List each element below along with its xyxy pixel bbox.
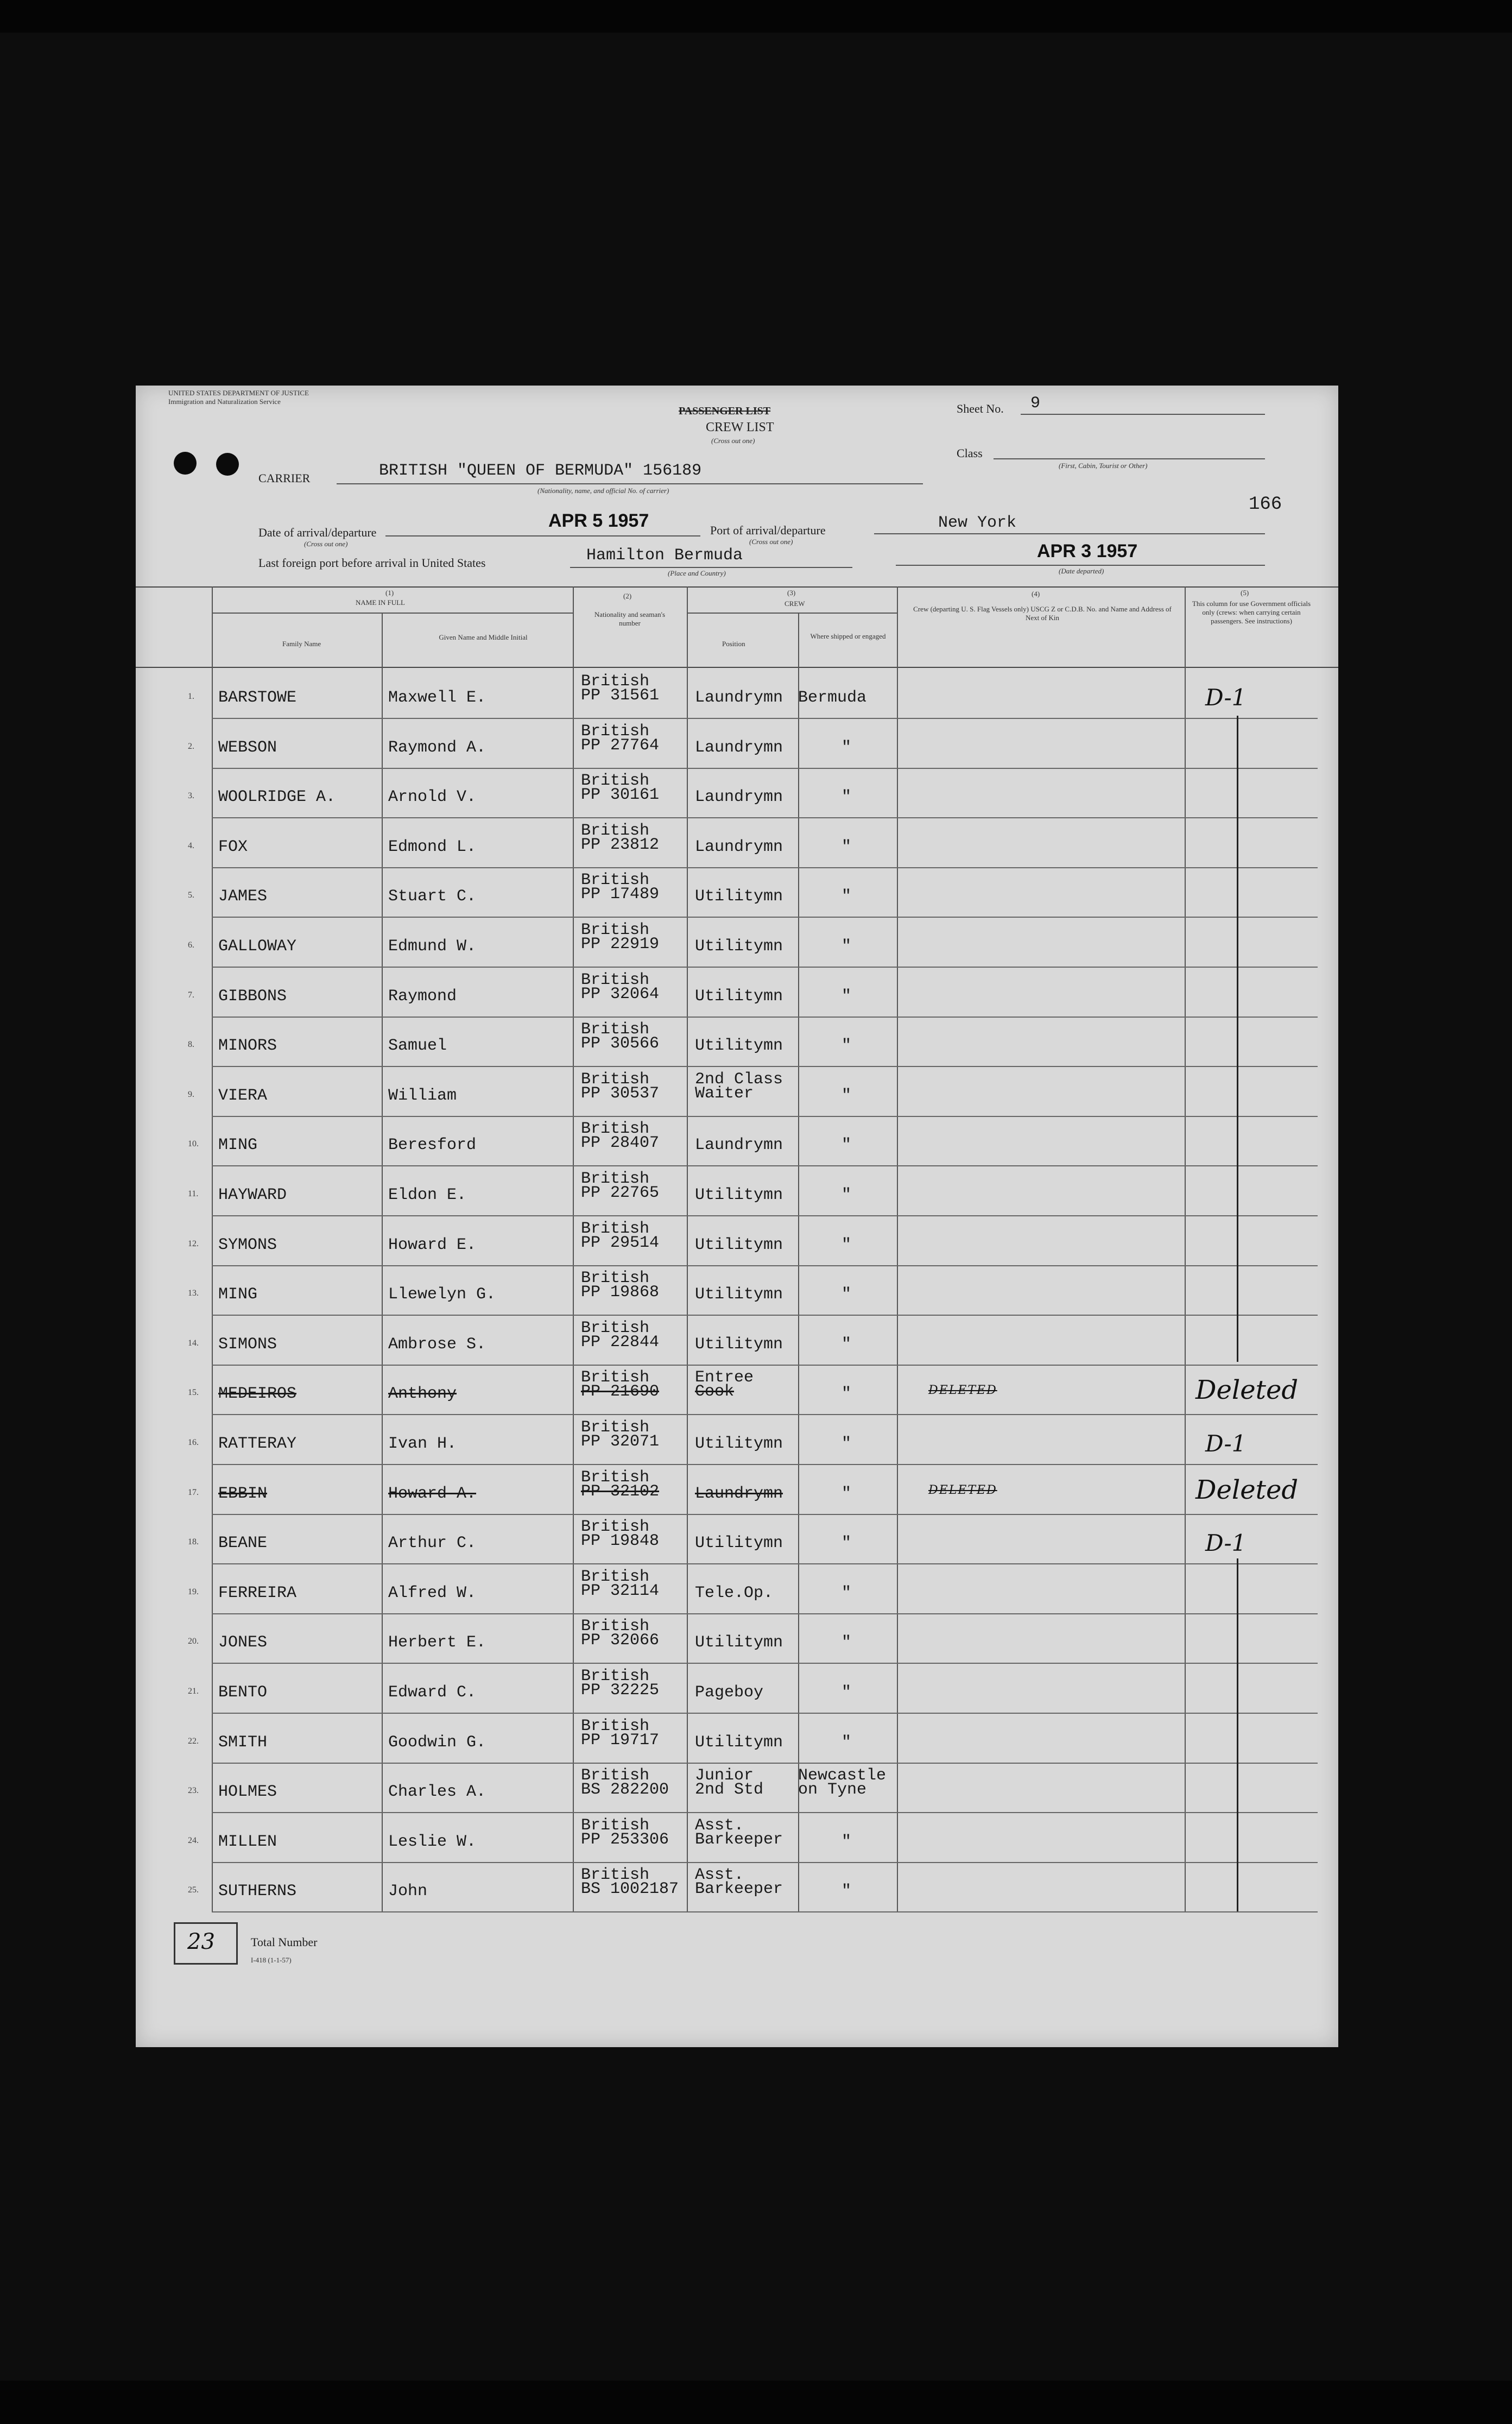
- given-name: Stuart C.: [388, 887, 477, 906]
- row-number: 6.: [188, 940, 194, 950]
- family-name: SUTHERNS: [218, 1882, 297, 1901]
- last-port-note: (Place and Country): [668, 569, 726, 577]
- position: Utilitymn: [695, 1285, 783, 1304]
- position-line-2: Cook: [695, 1383, 735, 1402]
- nationality: British: [581, 1120, 650, 1139]
- table-row: [188, 1016, 1318, 1067]
- row-number: 16.: [188, 1438, 199, 1447]
- official-mark: D-1: [1205, 684, 1247, 711]
- given-name: Howard A.: [388, 1484, 477, 1503]
- family-name: GIBBONS: [218, 987, 287, 1006]
- family-name: FERREIRA: [218, 1583, 297, 1602]
- given-name: Raymond A.: [388, 738, 486, 757]
- film-bottom-edge: [0, 2381, 1512, 2424]
- given-name: Howard E.: [388, 1235, 477, 1254]
- seaman-number: PP 27764: [581, 736, 660, 755]
- total-number-label: Total Number: [251, 1935, 318, 1949]
- row-number: 3.: [188, 791, 194, 801]
- where-shipped: ": [842, 1186, 852, 1204]
- carrier-note: (Nationality, name, and official No. of carrier): [537, 487, 669, 495]
- position: Asst.: [695, 1816, 744, 1835]
- where-shipped: ": [842, 937, 852, 956]
- position: Laundrymn: [695, 837, 783, 856]
- where-shipped: ": [842, 788, 852, 807]
- nationality: British: [581, 1617, 650, 1636]
- family-name: MILLEN: [218, 1832, 277, 1851]
- where-shipped: ": [842, 1335, 852, 1354]
- nationality: British: [581, 1667, 650, 1686]
- seaman-number: PP 32225: [581, 1681, 660, 1700]
- nationality: British: [581, 1170, 650, 1188]
- table-row: [188, 1563, 1318, 1614]
- row-number: 8.: [188, 1040, 194, 1050]
- table-row: [188, 1861, 1318, 1912]
- row-number: 20.: [188, 1637, 199, 1646]
- given-name: Raymond: [388, 987, 457, 1006]
- seaman-number: PP 32066: [581, 1631, 660, 1650]
- col3-title: CREW: [785, 599, 805, 608]
- col5-number: (5): [1241, 589, 1249, 597]
- seaman-number: PP 19868: [581, 1283, 660, 1302]
- given-name: Edward C.: [388, 1683, 477, 1702]
- row-number: 5.: [188, 891, 194, 900]
- where-shipped: ": [842, 738, 852, 757]
- nationality: British: [581, 1866, 650, 1885]
- table-row: [188, 1364, 1318, 1415]
- row-number: 11.: [188, 1189, 199, 1198]
- family-name: MEDEIROS: [218, 1385, 297, 1404]
- where-shipped: ": [842, 1235, 852, 1254]
- family-name: SIMONS: [218, 1335, 277, 1354]
- table-row: [188, 1066, 1318, 1117]
- port-value: New York: [938, 514, 1017, 532]
- passenger-list-title-struck: PASSENGER LIST: [679, 405, 771, 417]
- position: Laundrymn: [695, 788, 783, 807]
- family-name: BARSTOWE: [218, 689, 297, 707]
- col1-given-header: Given Name and Middle Initial: [439, 633, 528, 641]
- col4-title: Crew (departing U. S. Flag Vessels only) USCG Z or C.D.B. No. and Name and Address of Next of Kin: [913, 605, 1172, 622]
- seaman-number: PP 23812: [581, 835, 660, 854]
- row-number: 4.: [188, 841, 194, 850]
- row-number: 22.: [188, 1736, 199, 1746]
- col1-family-header: Family Name: [282, 640, 321, 648]
- given-name: Herbert E.: [388, 1633, 486, 1652]
- seaman-number: PP 19848: [581, 1532, 660, 1551]
- given-name: John: [388, 1882, 428, 1901]
- row-number: 9.: [188, 1089, 194, 1099]
- seaman-number: PP 30537: [581, 1084, 660, 1103]
- where-shipped: ": [842, 1583, 852, 1602]
- last-port-label: Last foreign port before arrival in United States: [258, 556, 486, 570]
- total-number-box: [174, 1922, 238, 1965]
- row-number: 24.: [188, 1835, 199, 1845]
- arrival-label: Date of arrival/departure: [258, 526, 377, 539]
- family-name: BEANE: [218, 1534, 268, 1553]
- table-row: [188, 1215, 1318, 1266]
- table-row: [188, 817, 1318, 868]
- row-number: 10.: [188, 1139, 199, 1149]
- family-name: JAMES: [218, 887, 268, 906]
- arrival-date-stamp: APR 5 1957: [548, 510, 649, 531]
- row-number: 21.: [188, 1687, 199, 1696]
- table-row: [188, 1115, 1318, 1166]
- departed-date-stamp: APR 3 1957: [1037, 541, 1138, 561]
- seaman-number: PP 253306: [581, 1830, 669, 1849]
- where-shipped: ": [842, 1484, 852, 1503]
- nationality: British: [581, 1716, 650, 1735]
- row-number: 2.: [188, 741, 194, 751]
- official-mark: Deleted: [1195, 1375, 1299, 1406]
- where-shipped: ": [842, 1534, 852, 1553]
- col5-title: This column for use Government officials only (crews: when carrying certain passengers. See instructions): [1192, 599, 1311, 625]
- col1-title: NAME IN FULL: [356, 598, 405, 607]
- family-name: WEBSON: [218, 738, 277, 757]
- table-row: [188, 1315, 1318, 1366]
- seaman-number: PP 29514: [581, 1233, 660, 1252]
- family-name: FOX: [218, 837, 248, 856]
- seaman-number: PP 22919: [581, 935, 660, 954]
- given-name: Llewelyn G.: [388, 1285, 496, 1304]
- row-number: 18.: [188, 1537, 199, 1547]
- official-mark: Deleted: [1195, 1474, 1299, 1505]
- official-column-line-1: [1237, 716, 1238, 1362]
- where-shipped: ": [842, 1733, 852, 1752]
- where-shipped: ": [842, 887, 852, 906]
- given-name: Ivan H.: [388, 1435, 457, 1453]
- family-name: MING: [218, 1285, 258, 1304]
- nationality: British: [581, 921, 650, 939]
- family-name: EBBIN: [218, 1484, 268, 1503]
- row-number: 15.: [188, 1388, 199, 1398]
- given-name: Edmond L.: [388, 837, 477, 856]
- row-number: 19.: [188, 1587, 199, 1596]
- nationality: British: [581, 672, 650, 691]
- given-name: Anthony: [388, 1385, 457, 1404]
- table-row: [188, 1812, 1318, 1863]
- family-name: SMITH: [218, 1733, 268, 1752]
- given-name: William: [388, 1086, 457, 1105]
- position: Utilitymn: [695, 1235, 783, 1254]
- given-name: Leslie W.: [388, 1832, 477, 1851]
- table-row: [188, 1613, 1318, 1664]
- given-name: Arthur C.: [388, 1534, 477, 1553]
- position-line-2: Barkeeper: [695, 1830, 783, 1849]
- family-name: JONES: [218, 1633, 268, 1652]
- position-line-2: 2nd Std: [695, 1781, 764, 1800]
- row-number: 13.: [188, 1289, 199, 1298]
- nationality: British: [581, 1816, 650, 1835]
- given-name: Charles A.: [388, 1783, 486, 1802]
- total-number-value: 23: [187, 1929, 215, 1954]
- table-row: [188, 1663, 1318, 1714]
- nationality: British: [581, 772, 650, 791]
- nationality: British: [581, 1070, 650, 1089]
- position-line-2: Waiter: [695, 1084, 754, 1103]
- given-name: Arnold V.: [388, 788, 477, 807]
- position: Laundrymn: [695, 1136, 783, 1155]
- where-shipped: ": [842, 1086, 852, 1105]
- official-column-line-2: [1237, 1558, 1238, 1911]
- given-name: Alfred W.: [388, 1583, 477, 1602]
- row-number: 12.: [188, 1239, 199, 1248]
- position: Junior: [695, 1766, 754, 1785]
- seaman-number: PP 31561: [581, 686, 660, 705]
- where-shipped: ": [842, 1882, 852, 1901]
- position: Utilitymn: [695, 1037, 783, 1056]
- family-name: VIERA: [218, 1086, 268, 1105]
- where-shipped-line-2: on Tyne: [798, 1781, 867, 1800]
- where-shipped: Bermuda: [798, 689, 867, 707]
- family-name: BENTO: [218, 1683, 268, 1702]
- table-row: [188, 1762, 1318, 1813]
- seaman-number: PP 19717: [581, 1731, 660, 1750]
- nationality: British: [581, 1020, 650, 1039]
- given-name: Ambrose S.: [388, 1335, 486, 1354]
- seaman-number: PP 30161: [581, 786, 660, 805]
- col2-title: Nationality and seaman's number: [594, 610, 666, 627]
- nationality: British: [581, 1518, 650, 1537]
- table-row: [188, 1464, 1318, 1515]
- position: Utilitymn: [695, 1733, 783, 1752]
- deleted-note: DELETED: [928, 1483, 997, 1497]
- col3-number: (3): [787, 589, 796, 597]
- row-number: 17.: [188, 1487, 199, 1497]
- nationality: British: [581, 1567, 650, 1586]
- table-row: [188, 718, 1318, 769]
- carrier-label: CARRIER: [258, 471, 311, 485]
- punch-hole-2: [216, 453, 239, 476]
- family-name: GALLOWAY: [218, 937, 297, 956]
- position: Asst.: [695, 1866, 744, 1885]
- seaman-number: PP 22844: [581, 1333, 660, 1352]
- seaman-number: PP 32064: [581, 984, 660, 1003]
- family-name: SYMONS: [218, 1235, 277, 1254]
- form-number: I-418 (1-1-57): [251, 1956, 292, 1964]
- given-name: Maxwell E.: [388, 689, 486, 707]
- seaman-number: BS 1002187: [581, 1880, 679, 1899]
- position: Utilitymn: [695, 887, 783, 906]
- official-mark: D-1: [1205, 1530, 1247, 1557]
- given-name: Beresford: [388, 1136, 477, 1155]
- nationality: British: [581, 1269, 650, 1288]
- family-name: RATTERAY: [218, 1435, 297, 1453]
- department-line-2: Immigration and Naturalization Service: [168, 397, 281, 406]
- given-name: Samuel: [388, 1037, 447, 1056]
- nationality: British: [581, 1318, 650, 1337]
- where-shipped: ": [842, 1683, 852, 1702]
- given-name: Goodwin G.: [388, 1733, 486, 1752]
- position: Laundrymn: [695, 1484, 783, 1503]
- table-row: [188, 1265, 1318, 1316]
- sheet-label: Sheet No.: [957, 402, 1004, 415]
- table-row: [188, 867, 1318, 918]
- departed-note: (Date departed): [1059, 567, 1104, 575]
- last-port-value: Hamilton Bermuda: [586, 546, 743, 565]
- crew-rows: [188, 668, 1318, 1911]
- position: Laundrymn: [695, 738, 783, 757]
- col1-number: (1): [385, 589, 394, 597]
- page-number: 166: [1249, 494, 1282, 515]
- where-shipped: ": [842, 1633, 852, 1652]
- row-number: 25.: [188, 1885, 199, 1895]
- family-name: HOLMES: [218, 1783, 277, 1802]
- nationality: British: [581, 871, 650, 890]
- position: Utilitymn: [695, 987, 783, 1006]
- nationality: British: [581, 821, 650, 840]
- position: Entree: [695, 1368, 754, 1387]
- col3-position-header: Position: [722, 640, 745, 648]
- punch-hole-1: [174, 452, 197, 475]
- where-shipped: ": [842, 1435, 852, 1453]
- col4-number: (4): [1032, 590, 1040, 598]
- where-shipped: ": [842, 1285, 852, 1304]
- where-shipped: ": [842, 1385, 852, 1404]
- nationality: British: [581, 1468, 650, 1487]
- position: Utilitymn: [695, 1435, 783, 1453]
- table-row: [188, 967, 1318, 1018]
- port-note: (Cross out one): [749, 538, 793, 546]
- table-row: [188, 668, 1318, 719]
- row-number: 23.: [188, 1786, 199, 1796]
- nationality: British: [581, 1418, 650, 1437]
- seaman-number: PP 21690: [581, 1383, 660, 1402]
- given-name: Edmund W.: [388, 937, 477, 956]
- nationality: British: [581, 970, 650, 989]
- seaman-number: PP 22765: [581, 1184, 660, 1202]
- col2-number: (2): [623, 592, 632, 600]
- table-row: [188, 767, 1318, 818]
- family-name: MING: [218, 1136, 258, 1155]
- official-mark: D-1: [1205, 1430, 1247, 1457]
- where-shipped: ": [842, 987, 852, 1006]
- position: Laundrymn: [695, 689, 783, 707]
- carrier-value: BRITISH "QUEEN OF BERMUDA" 156189: [379, 462, 702, 480]
- seaman-number: PP 17489: [581, 885, 660, 904]
- where-shipped: ": [842, 1037, 852, 1056]
- port-label: Port of arrival/departure: [710, 523, 826, 537]
- family-name: HAYWARD: [218, 1186, 287, 1204]
- col3-where-header: Where shipped or engaged: [810, 632, 886, 640]
- nationality: British: [581, 722, 650, 741]
- given-name: Eldon E.: [388, 1186, 467, 1204]
- table-row: [188, 1165, 1318, 1216]
- crew-list-title: CREW LIST: [706, 420, 774, 434]
- table-row: [188, 1513, 1318, 1564]
- position: Utilitymn: [695, 937, 783, 956]
- class-label: Class: [957, 446, 983, 460]
- seaman-number: PP 30566: [581, 1034, 660, 1053]
- nationality: British: [581, 1368, 650, 1387]
- seaman-number: BS 282200: [581, 1781, 669, 1800]
- deleted-note: DELETED: [928, 1384, 997, 1398]
- position: Utilitymn: [695, 1186, 783, 1204]
- film-top-edge: [0, 0, 1512, 33]
- where-shipped: ": [842, 1136, 852, 1155]
- row-number: 1.: [188, 692, 194, 701]
- family-name: WOOLRIDGE A.: [218, 788, 336, 807]
- position-line-2: Barkeeper: [695, 1880, 783, 1899]
- seaman-number: PP 32071: [581, 1432, 660, 1451]
- family-name: MINORS: [218, 1037, 277, 1056]
- position: 2nd Class: [695, 1070, 783, 1089]
- arrival-note: (Cross out one): [304, 540, 348, 548]
- row-number: 14.: [188, 1338, 199, 1348]
- nationality: British: [581, 1766, 650, 1785]
- table-row: [188, 1414, 1318, 1465]
- position: Utilitymn: [695, 1534, 783, 1553]
- where-shipped: Newcastle: [798, 1766, 887, 1785]
- table-row: [188, 917, 1318, 968]
- crew-list-document: [136, 386, 1338, 2047]
- position: Tele.Op.: [695, 1583, 774, 1602]
- where-shipped: ": [842, 1832, 852, 1851]
- where-shipped: ": [842, 837, 852, 856]
- sheet-number: 9: [1030, 394, 1041, 413]
- department-line-1: UNITED STATES DEPARTMENT OF JUSTICE: [168, 389, 309, 397]
- table-row: [188, 1713, 1318, 1764]
- row-number: 7.: [188, 990, 194, 1000]
- position: Pageboy: [695, 1683, 764, 1702]
- position: Utilitymn: [695, 1633, 783, 1652]
- nationality: British: [581, 1219, 650, 1238]
- class-note: (First, Cabin, Tourist or Other): [1059, 462, 1148, 470]
- title-note: (Cross out one): [711, 437, 755, 445]
- seaman-number: PP 32114: [581, 1581, 660, 1600]
- seaman-number: PP 32102: [581, 1482, 660, 1501]
- position: Utilitymn: [695, 1335, 783, 1354]
- seaman-number: PP 28407: [581, 1134, 660, 1153]
